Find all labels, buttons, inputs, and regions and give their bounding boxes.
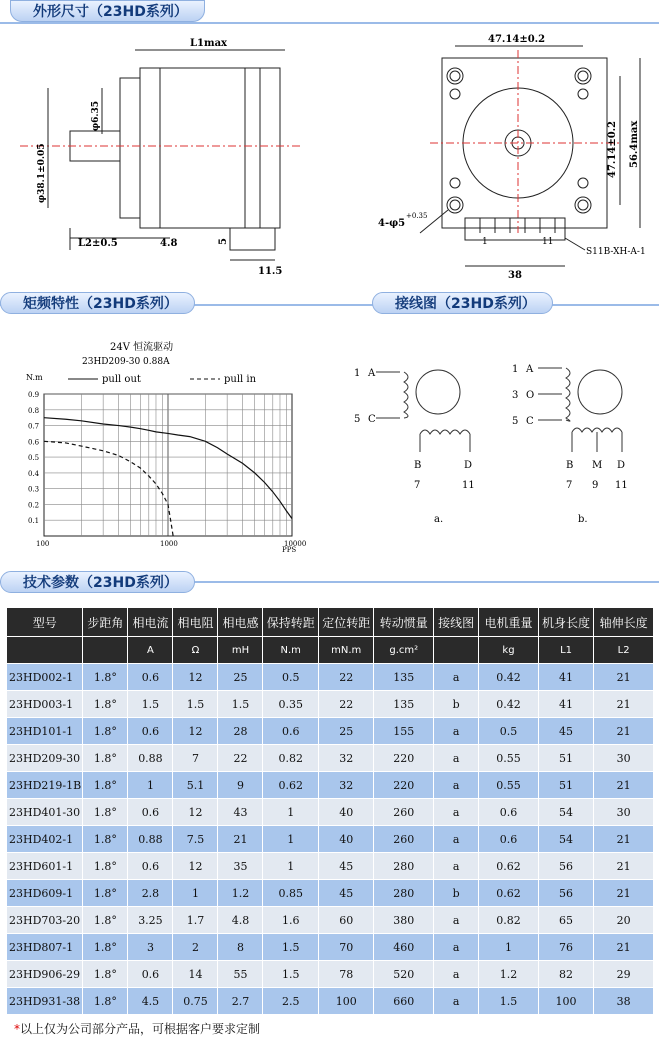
table-cell: 29 bbox=[594, 961, 654, 988]
table-cell: 38 bbox=[594, 988, 654, 1015]
table-cell: a bbox=[434, 799, 479, 826]
table-cell: 0.6 bbox=[479, 826, 539, 853]
wire-b-3: 3 bbox=[512, 390, 519, 401]
dim-holes: 4-φ5 bbox=[378, 218, 406, 229]
table-header-cell: 型号 bbox=[7, 608, 83, 637]
table-cell: 1 bbox=[173, 880, 218, 907]
wire-a-A: A bbox=[368, 368, 376, 379]
dim-115: 11.5 bbox=[258, 266, 283, 277]
wire-a-D: D bbox=[464, 460, 473, 471]
table-cell: 0.55 bbox=[479, 772, 539, 799]
table-row bbox=[7, 718, 654, 745]
table-cell: 35 bbox=[218, 853, 263, 880]
table-cell: 460 bbox=[374, 934, 434, 961]
table-cell: 1.8° bbox=[83, 664, 128, 691]
table-cell: 2.7 bbox=[218, 988, 263, 1015]
model-cell: 23HD703-20 bbox=[7, 907, 83, 934]
table-cell: 21 bbox=[594, 826, 654, 853]
table-header-cell: 相电流 bbox=[128, 608, 173, 637]
table-cell: 5.1 bbox=[173, 772, 218, 799]
table-row bbox=[7, 772, 654, 799]
section-title-torque: 矩频特性（23HD系列） bbox=[0, 292, 195, 314]
table-cell: a bbox=[434, 718, 479, 745]
wire-b-B: B bbox=[566, 460, 574, 471]
table-cell: 0.42 bbox=[479, 691, 539, 718]
table-cell: 220 bbox=[374, 772, 434, 799]
table-cell: 32 bbox=[318, 745, 373, 772]
table-cell: 22 bbox=[318, 664, 373, 691]
wire-b-5: 5 bbox=[512, 416, 519, 427]
table-cell: 51 bbox=[538, 772, 593, 799]
table-row bbox=[7, 799, 654, 826]
model-cell: 23HD601-1 bbox=[7, 853, 83, 880]
wire-a-caption: a. bbox=[434, 514, 444, 525]
table-cell: 56 bbox=[538, 853, 593, 880]
table-cell: 0.6 bbox=[128, 664, 173, 691]
table-cell: 21 bbox=[594, 664, 654, 691]
table-cell: 1.5 bbox=[263, 934, 318, 961]
table-header-cell: 机身长度 bbox=[538, 608, 593, 637]
table-cell: b bbox=[434, 691, 479, 718]
table-cell: 22 bbox=[218, 745, 263, 772]
table-cell: 60 bbox=[318, 907, 373, 934]
table-cell: 12 bbox=[173, 799, 218, 826]
table-header-cell: 接线图 bbox=[434, 608, 479, 637]
torque-chart bbox=[0, 336, 330, 561]
chart-y-tick: 0.7 bbox=[28, 422, 40, 431]
dim-564: 56.4max bbox=[629, 120, 640, 168]
table-row bbox=[7, 826, 654, 853]
table-header-cell: 相电感 bbox=[218, 608, 263, 637]
chart-y-tick: 0.3 bbox=[28, 485, 40, 494]
table-cell: 280 bbox=[374, 880, 434, 907]
table-row bbox=[7, 664, 654, 691]
table-cell: 7.5 bbox=[173, 826, 218, 853]
table-cell: 1.5 bbox=[479, 988, 539, 1015]
table-cell: 0.5 bbox=[479, 718, 539, 745]
footnote: *以上仅为公司部分产品，可根据客户要求定制 bbox=[14, 1022, 261, 1036]
table-cell: 100 bbox=[538, 988, 593, 1015]
wire-b-7: 7 bbox=[566, 480, 573, 491]
dim-l1max: L1max bbox=[190, 38, 228, 49]
table-cell: 0.6 bbox=[128, 961, 173, 988]
table-cell: 0.6 bbox=[128, 853, 173, 880]
table-cell: 520 bbox=[374, 961, 434, 988]
table-unit-cell: mN.m bbox=[318, 637, 373, 664]
spec-table bbox=[6, 607, 654, 1015]
table-cell: 7 bbox=[173, 745, 218, 772]
conn-pin-1: 1 bbox=[482, 237, 488, 247]
table-cell: 0.82 bbox=[479, 907, 539, 934]
wire-b-11: 11 bbox=[615, 480, 628, 491]
table-cell: 40 bbox=[318, 799, 373, 826]
table-cell: 0.88 bbox=[128, 745, 173, 772]
table-cell: 25 bbox=[218, 664, 263, 691]
table-header-cell: 步距角 bbox=[83, 608, 128, 637]
table-cell: 1.8° bbox=[83, 934, 128, 961]
table-unit-cell: L2 bbox=[594, 637, 654, 664]
wire-b-9: 9 bbox=[592, 480, 599, 491]
table-cell: 3.25 bbox=[128, 907, 173, 934]
table-unit-cell: g.cm² bbox=[374, 637, 434, 664]
dim-4714-side: 47.14±0.2 bbox=[607, 120, 618, 178]
table-cell: a bbox=[434, 853, 479, 880]
wiring-diagrams bbox=[330, 336, 659, 561]
table-header-cell: 轴伸长度 bbox=[594, 608, 654, 637]
section-title-wiring: 接线图（23HD系列） bbox=[372, 292, 553, 314]
wire-b-C: C bbox=[526, 416, 534, 427]
table-cell: 78 bbox=[318, 961, 373, 988]
table-cell: 45 bbox=[538, 718, 593, 745]
table-header-cell: 相电阻 bbox=[173, 608, 218, 637]
table-unit-cell bbox=[434, 637, 479, 664]
table-cell: 54 bbox=[538, 799, 593, 826]
table-header-cell: 电机重量 bbox=[479, 608, 539, 637]
table-cell: 65 bbox=[538, 907, 593, 934]
table-cell: 30 bbox=[594, 745, 654, 772]
model-cell: 23HD219-1B bbox=[7, 772, 83, 799]
table-cell: 1.5 bbox=[263, 961, 318, 988]
dim-shaft-dia: φ6.35 bbox=[91, 100, 101, 131]
model-cell: 23HD003-1 bbox=[7, 691, 83, 718]
chart-y-tick: 0.8 bbox=[28, 406, 40, 415]
table-cell: 14 bbox=[173, 961, 218, 988]
table-cell: 45 bbox=[318, 853, 373, 880]
table-unit-cell: N.m bbox=[263, 637, 318, 664]
table-cell: 1.8° bbox=[83, 853, 128, 880]
table-row bbox=[7, 745, 654, 772]
chart-legend-label: pull out bbox=[102, 374, 141, 385]
table-cell: 1.8° bbox=[83, 799, 128, 826]
table-cell: 12 bbox=[173, 718, 218, 745]
model-cell: 23HD002-1 bbox=[7, 664, 83, 691]
model-cell: 23HD931-38 bbox=[7, 988, 83, 1015]
chart-y-tick: 0.6 bbox=[28, 438, 40, 447]
table-cell: 260 bbox=[374, 826, 434, 853]
table-cell: 76 bbox=[538, 934, 593, 961]
table-row bbox=[7, 880, 654, 907]
table-cell: 21 bbox=[594, 772, 654, 799]
model-cell: 23HD101-1 bbox=[7, 718, 83, 745]
table-cell: 2.8 bbox=[128, 880, 173, 907]
table-cell: 28 bbox=[218, 718, 263, 745]
table-cell: 12 bbox=[173, 853, 218, 880]
conn-pin-11: 11 bbox=[542, 237, 554, 247]
table-cell: 1.8° bbox=[83, 880, 128, 907]
table-cell: 0.62 bbox=[479, 853, 539, 880]
table-cell: 0.6 bbox=[128, 718, 173, 745]
table-header-cell: 定位转距 bbox=[318, 608, 373, 637]
table-cell: 0.5 bbox=[263, 664, 318, 691]
table-cell: 0.6 bbox=[128, 799, 173, 826]
chart-title: 24V 恒流驱动 bbox=[110, 342, 174, 353]
table-cell: 1.5 bbox=[218, 691, 263, 718]
table-cell: 0.62 bbox=[479, 880, 539, 907]
table-cell: a bbox=[434, 934, 479, 961]
table-cell: 1 bbox=[263, 853, 318, 880]
table-cell: 22 bbox=[318, 691, 373, 718]
table-cell: a bbox=[434, 988, 479, 1015]
table-header-cell: 保持转距 bbox=[263, 608, 318, 637]
wire-b-O: O bbox=[526, 390, 535, 401]
table-cell: 4.5 bbox=[128, 988, 173, 1015]
table-cell: 0.55 bbox=[479, 745, 539, 772]
chart-y-tick: 0.4 bbox=[28, 469, 40, 478]
chart-legend-label: pull in bbox=[224, 374, 257, 385]
dim-38: 38 bbox=[508, 270, 522, 280]
table-cell: 0.35 bbox=[263, 691, 318, 718]
table-cell: 1 bbox=[128, 772, 173, 799]
table-cell: b bbox=[434, 880, 479, 907]
dim-4714-top: 47.14±0.2 bbox=[488, 34, 546, 45]
table-cell: 21 bbox=[594, 880, 654, 907]
model-cell: 23HD402-1 bbox=[7, 826, 83, 853]
table-unit-cell: Ω bbox=[173, 637, 218, 664]
table-cell: a bbox=[434, 745, 479, 772]
table-header-cell: 转动惯量 bbox=[374, 608, 434, 637]
table-cell: 70 bbox=[318, 934, 373, 961]
chart-subtitle: 23HD209-30 0.88A bbox=[82, 357, 170, 367]
chart-x-tick: 10000 bbox=[284, 540, 307, 548]
table-cell: 51 bbox=[538, 745, 593, 772]
table-cell: 41 bbox=[538, 691, 593, 718]
table-cell: 135 bbox=[374, 664, 434, 691]
dim-48: 4.8 bbox=[160, 238, 178, 249]
table-cell: 0.6 bbox=[479, 799, 539, 826]
table-unit-cell: kg bbox=[479, 637, 539, 664]
table-cell: 1.7 bbox=[173, 907, 218, 934]
table-cell: 135 bbox=[374, 691, 434, 718]
table-cell: 21 bbox=[594, 934, 654, 961]
table-cell: 8 bbox=[218, 934, 263, 961]
table-cell: 21 bbox=[218, 826, 263, 853]
section-title-params: 技术参数（23HD系列） bbox=[0, 571, 195, 593]
table-cell: 0.62 bbox=[263, 772, 318, 799]
table-cell: 1 bbox=[479, 934, 539, 961]
table-cell: 55 bbox=[218, 961, 263, 988]
wire-a-11: 11 bbox=[462, 480, 475, 491]
wire-b-1: 1 bbox=[512, 364, 519, 375]
table-cell: 41 bbox=[538, 664, 593, 691]
table-cell: 21 bbox=[594, 718, 654, 745]
table-cell: a bbox=[434, 664, 479, 691]
model-cell: 23HD401-30 bbox=[7, 799, 83, 826]
table-row bbox=[7, 853, 654, 880]
table-cell: 1.8° bbox=[83, 772, 128, 799]
table-cell: 1.2 bbox=[218, 880, 263, 907]
table-cell: 155 bbox=[374, 718, 434, 745]
table-cell: a bbox=[434, 907, 479, 934]
table-cell: 1.8° bbox=[83, 907, 128, 934]
dim-5: 5 bbox=[218, 238, 229, 245]
table-cell: 43 bbox=[218, 799, 263, 826]
wire-a-5: 5 bbox=[354, 414, 361, 425]
chart-xlabel: PPS bbox=[282, 546, 297, 554]
chart-x-tick: 100 bbox=[36, 540, 50, 548]
chart-y-tick: 0.1 bbox=[28, 517, 40, 526]
model-cell: 23HD807-1 bbox=[7, 934, 83, 961]
table-unit-cell bbox=[83, 637, 128, 664]
table-cell: 54 bbox=[538, 826, 593, 853]
chart-y-tick: 0.9 bbox=[28, 391, 40, 399]
table-cell: 56 bbox=[538, 880, 593, 907]
wire-b-M: M bbox=[592, 460, 603, 471]
conn-model: S11B-XH-A-1 bbox=[586, 247, 646, 257]
table-unit-cell: mH bbox=[218, 637, 263, 664]
table-cell: 0.42 bbox=[479, 664, 539, 691]
table-cell: 4.8 bbox=[218, 907, 263, 934]
table-unit-cell: A bbox=[128, 637, 173, 664]
table-cell: 0.6 bbox=[263, 718, 318, 745]
table-row bbox=[7, 907, 654, 934]
table-row bbox=[7, 934, 654, 961]
section-title-outline: 外形尺寸（23HD系列） bbox=[10, 0, 205, 22]
wire-b-D: D bbox=[617, 460, 626, 471]
table-row bbox=[7, 691, 654, 718]
table-cell: 1.5 bbox=[173, 691, 218, 718]
table-cell: 32 bbox=[318, 772, 373, 799]
table-cell: 9 bbox=[218, 772, 263, 799]
chart-y-tick: 0.5 bbox=[28, 454, 40, 463]
chart-x-tick: 1000 bbox=[160, 540, 178, 548]
wire-b-A: A bbox=[526, 364, 534, 375]
table-cell: 1 bbox=[263, 826, 318, 853]
table-cell: a bbox=[434, 772, 479, 799]
table-cell: 12 bbox=[173, 664, 218, 691]
table-cell: 25 bbox=[318, 718, 373, 745]
table-cell: 1.6 bbox=[263, 907, 318, 934]
wire-b-caption: b. bbox=[578, 514, 588, 525]
wire-a-C: C bbox=[368, 414, 376, 425]
dim-shaft-len: L2±0.5 bbox=[78, 238, 118, 249]
table-cell: 0.85 bbox=[263, 880, 318, 907]
table-cell: 21 bbox=[594, 691, 654, 718]
footnote-star: * bbox=[14, 1022, 20, 1036]
table-unit-row bbox=[7, 637, 654, 664]
table-cell: 1.2 bbox=[479, 961, 539, 988]
table-cell: 660 bbox=[374, 988, 434, 1015]
table-row bbox=[7, 988, 654, 1015]
table-cell: 0.75 bbox=[173, 988, 218, 1015]
table-cell: 1.8° bbox=[83, 961, 128, 988]
table-cell: 2.5 bbox=[263, 988, 318, 1015]
table-unit-cell: L1 bbox=[538, 637, 593, 664]
table-cell: 1 bbox=[263, 799, 318, 826]
table-cell: 1.8° bbox=[83, 718, 128, 745]
table-cell: 380 bbox=[374, 907, 434, 934]
table-cell: 100 bbox=[318, 988, 373, 1015]
table-cell: 0.82 bbox=[263, 745, 318, 772]
table-cell: 1.8° bbox=[83, 826, 128, 853]
table-unit-cell bbox=[7, 637, 83, 664]
table-cell: 2 bbox=[173, 934, 218, 961]
model-cell: 23HD906-29 bbox=[7, 961, 83, 988]
table-cell: 220 bbox=[374, 745, 434, 772]
dim-boss-dia: φ38.1±0.05 bbox=[37, 143, 47, 203]
table-cell: 30 bbox=[594, 799, 654, 826]
table-cell: 3 bbox=[128, 934, 173, 961]
table-cell: 280 bbox=[374, 853, 434, 880]
model-cell: 23HD209-30 bbox=[7, 745, 83, 772]
model-cell: 23HD609-1 bbox=[7, 880, 83, 907]
table-cell: 1.8° bbox=[83, 691, 128, 718]
chart-legend bbox=[68, 374, 257, 385]
table-cell: 1.5 bbox=[128, 691, 173, 718]
table-cell: 45 bbox=[318, 880, 373, 907]
table-cell: a bbox=[434, 961, 479, 988]
table-cell: 1.8° bbox=[83, 745, 128, 772]
chart-ylabel: N.m bbox=[26, 373, 43, 382]
table-cell: 82 bbox=[538, 961, 593, 988]
table-cell: a bbox=[434, 826, 479, 853]
wire-a-1: 1 bbox=[354, 368, 361, 379]
table-header-row bbox=[7, 608, 654, 637]
dim-holes-tol: +0.35 bbox=[406, 212, 428, 220]
wire-a-7: 7 bbox=[414, 480, 421, 491]
table-row bbox=[7, 961, 654, 988]
wire-a-B: B bbox=[414, 460, 422, 471]
outline-drawing bbox=[0, 28, 659, 280]
table-cell: 0.88 bbox=[128, 826, 173, 853]
chart-y-tick: 0.2 bbox=[28, 501, 40, 510]
table-cell: 1.8° bbox=[83, 988, 128, 1015]
table-cell: 20 bbox=[594, 907, 654, 934]
table-cell: 40 bbox=[318, 826, 373, 853]
table-cell: 260 bbox=[374, 799, 434, 826]
table-cell: 21 bbox=[594, 853, 654, 880]
